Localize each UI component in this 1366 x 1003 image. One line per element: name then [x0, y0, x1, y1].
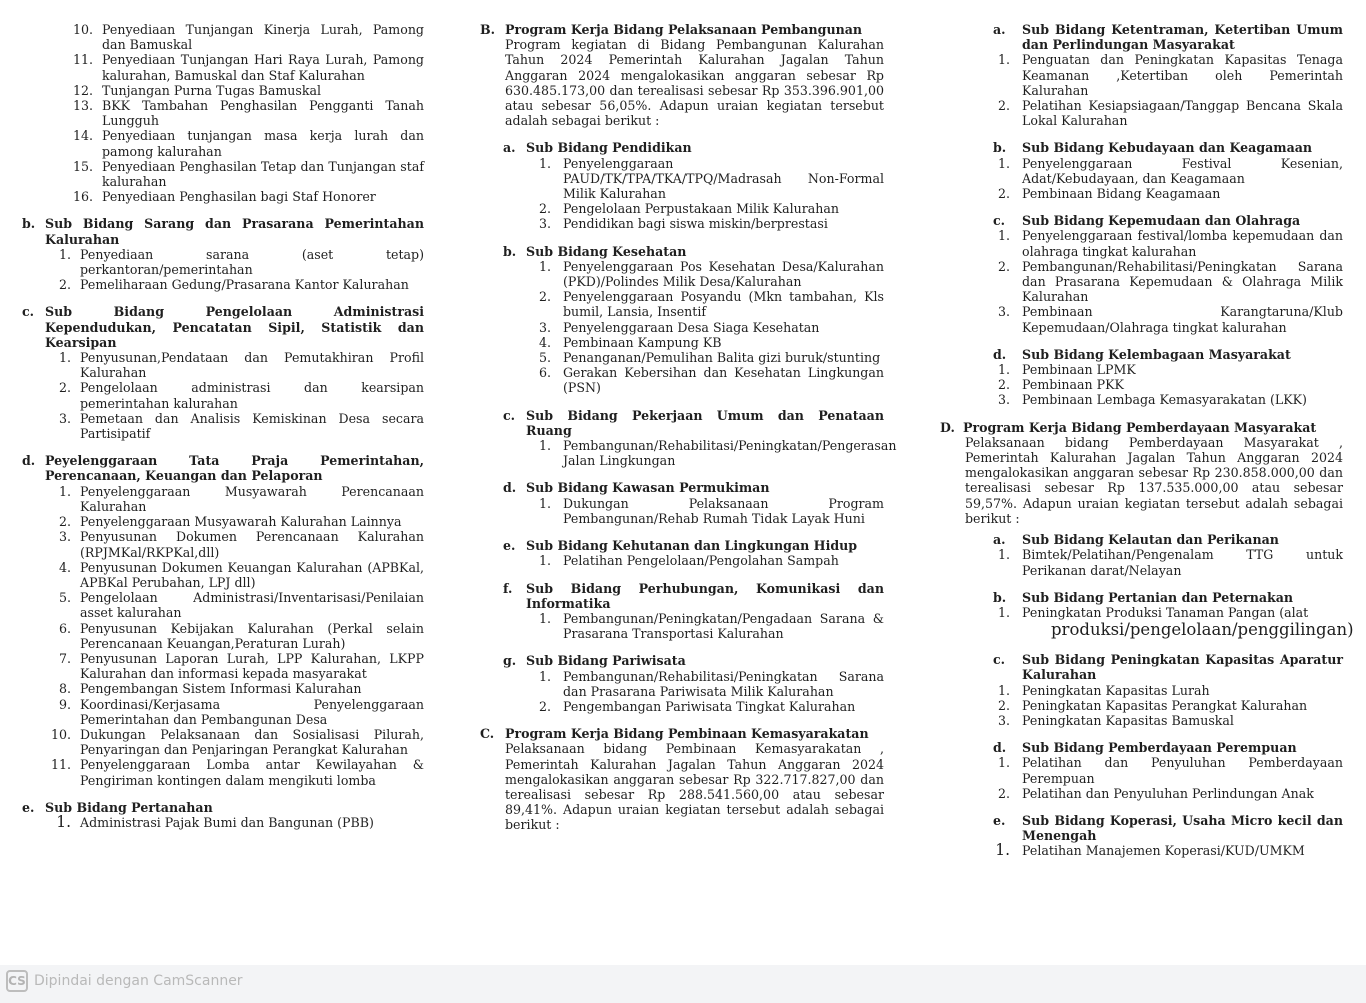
section-list — [940, 362, 1343, 408]
camscanner-logo-icon: CS — [6, 970, 28, 992]
program-paragraph: Pelaksanaan bidang Pemberdayaan Masyarakat , Pemerintah Kalurahan Jagalan Tahun Anggaran 2024 mengalokasikan anggaran sebesar Rp 230.858.000,00 dan terealisasi sebesar Rp 137.535.000,00 atau sebesar 59,57%. Adapun uraian kegiatan tersebut adalah sebagai berikut : — [965, 434, 1343, 526]
list-item: 1. Penyelenggaraan Festival Kesenian, Adat/Kebudayaan, dan Keagamaan — [997, 155, 1343, 186]
section-list — [940, 52, 1343, 128]
list-item-continuation: produksi/pengelolaan/penggilingan) — [1051, 620, 1354, 640]
section-d-kawasan-permukiman — [480, 480, 884, 526]
list-item: 1. Pembangunan/Rehabilitasi/Peningkatan Sarana dan Prasarana Pariwisata Milik Kalurahan — [538, 668, 884, 699]
section-heading: g. Sub Bidang Pariwisata — [503, 653, 686, 669]
section-list — [480, 156, 884, 232]
section-d-kelembagaan — [940, 347, 1343, 408]
list-item: 2. Pelatihan dan Penyuluhan Perlindungan Anak — [997, 785, 1314, 801]
section-b-kesehatan — [480, 244, 884, 396]
program-d — [940, 420, 1343, 526]
column-right — [940, 22, 1354, 871]
list-item: 6. Gerakan Kebersihan dan Kesehatan Lingkungan (PSN) — [538, 365, 884, 396]
section-g-pariwisata — [480, 653, 884, 714]
section-e-kehutanan — [480, 538, 884, 568]
section-heading: c. Sub Bidang Kepemudaan dan Olahraga — [993, 213, 1301, 229]
list-item: 2. Pembangunan/Rehabilitasi/Peningkatan Sarana dan Prasarana Kepemudaan & Olahraga Milik Kalurahan — [997, 258, 1343, 305]
list-item: 10. Dukungan Pelaksanaan dan Sosialisasi Pilurah, Penyaringan dan Penjaringan Perangkat Kalurahan — [50, 726, 424, 758]
list-item: 1. Pembinaan LPMK — [997, 362, 1136, 378]
section-e-koperasi — [940, 813, 1343, 859]
watermark-text: Dipindai dengan CamScanner — [34, 973, 243, 989]
program-heading: D. Program Kerja Bidang Pemberdayaan Masyarakat — [940, 419, 1317, 435]
section-c-pekerjaan-umum — [480, 407, 897, 469]
list-item: 2. Pengembangan Pariwisata Tingkat Kalurahan — [538, 698, 856, 714]
section-heading: c. Sub Bidang Pengelolaan Administrasi Kependudukan, Pencatatan Sipil, Statistik dan Kearsipan — [22, 304, 424, 350]
section-b-pertanian — [940, 589, 1354, 640]
section-list — [480, 553, 884, 568]
list-item: 2. Pelatihan Kesiapsiagaan/Tanggap Bencana Skala Lokal Kalurahan — [997, 98, 1343, 129]
list-item: 2. Penyelenggaraan Musyawarah Kalurahan Lainnya — [58, 514, 402, 530]
list-item: 1. Penguatan dan Peningkatan Kapasitas Tenaga Keamanan ,Ketertiban oleh Pemerintah Kalurahan — [997, 52, 1343, 98]
list-item: 11. Penyelenggaraan Lomba antar Kewilayahan & Pengiriman kontingen dalam mengikuti lomba — [50, 757, 424, 788]
section-list — [22, 350, 424, 441]
list-item: 7. Penyusunan Laporan Lurah, LPP Kalurahan, LKPP Kalurahan dan informasi kepada masyarakat — [58, 650, 424, 682]
list-item: 3. Pemetaan dan Analisis Kemiskinan Desa secara Partisipatif — [58, 410, 424, 442]
section-heading: c. Sub Bidang Peningkatan Kapasitas Aparatur Kalurahan — [993, 652, 1343, 683]
top-list — [22, 22, 424, 204]
list-item: 2. Pembinaan PKK — [997, 377, 1124, 393]
section-heading: a. Sub Bidang Ketentraman, Ketertiban Umum dan Perlindungan Masyarakat — [993, 22, 1343, 53]
camscanner-watermark — [6, 970, 243, 992]
column-middle — [480, 22, 897, 845]
program-b — [480, 22, 884, 128]
section-heading: b. Sub Bidang Kebudayaan dan Keagamaan — [993, 140, 1313, 156]
list-item: 10. Penyediaan Tunjangan Kinerja Lurah, Pamong dan Bamuskal — [72, 22, 424, 53]
list-item: 3. Pembinaan Karangtaruna/Klub Kepemudaan/Olahraga tingkat kalurahan — [997, 304, 1343, 335]
section-d-pemberdayaan-perempuan — [940, 740, 1343, 801]
list-item: 1. Penyelenggaraan PAUD/TK/TPA/TKA/TPQ/Madrasah Non-Formal Milik Kalurahan — [538, 155, 884, 202]
section-list — [940, 605, 1343, 620]
list-item: 9. Koordinasi/Kerjasama Penyelenggaraan Pemerintahan dan Pembangunan Desa — [58, 696, 424, 727]
section-b-kebudayaan — [940, 140, 1343, 201]
section-list — [480, 438, 897, 469]
section-heading: c. Sub Bidang Pekerjaan Umum dan Penataan Ruang — [503, 407, 884, 438]
program-paragraph: Program kegiatan di Bidang Pembangunan Kalurahan Tahun 2024 Pemerintah Kalurahan Jagalan Tahun Anggaran 2024 mengalokasikan anggaran sebesar Rp 630.485.173,00 dan terealisasi sebesar Rp 353.396.901,00 atau sebesar 56,05%. Adapun uraian kegiatan tersebut adalah sebagai berikut : — [505, 37, 884, 129]
section-b-sarana — [22, 216, 424, 292]
list-item: 2. Pengelolaan administrasi dan kearsipan pemerintahan kalurahan — [58, 380, 424, 411]
program-paragraph: Pelaksanaan bidang Pembinaan Kemasyarakatan , Pemerintah Kalurahan Jagalan Tahun Anggaran 2024 mengalokasikan anggaran sebesar Rp 322.717.827,00 dan terealisasi sebesar Rp 288.541.560,00 atau sebesar 89,41%. Adapun uraian kegiatan tersebut adalah sebagai berikut : — [505, 741, 884, 833]
list-item: 14. Penyediaan tunjangan masa kerja lurah dan pamong kalurahan — [72, 128, 424, 159]
list-item: 2. Pembinaan Bidang Keagamaan — [997, 186, 1221, 202]
list-item: 11. Penyediaan Tunjangan Hari Raya Lurah, Pamong kalurahan, Bamuskal dan Staf Kalurahan — [72, 52, 424, 83]
section-heading: a. Sub Bidang Pendidikan — [503, 140, 692, 156]
section-f-perhubungan — [480, 581, 884, 642]
section-heading: d. Sub Bidang Kawasan Permukiman — [503, 480, 770, 496]
section-list — [480, 611, 884, 641]
section-d-tata-praja — [22, 453, 424, 787]
list-item: 3. Pembinaan Lembaga Kemasyarakatan (LKK) — [997, 392, 1307, 408]
section-a-pendidikan — [480, 140, 884, 231]
program-heading: B. Program Kerja Bidang Pelaksanaan Pembangunan — [480, 22, 863, 37]
section-list — [22, 812, 424, 831]
section-heading: e. Sub Bidang Kehutanan dan Lingkungan Hidup — [503, 538, 858, 554]
section-c-kapasitas-aparatur — [940, 652, 1343, 728]
section-c-kependudukan — [22, 304, 424, 441]
list-item: 1. Pembangunan/Rehabilitasi/Peningkatan/Pengerasan Jalan Lingkungan — [538, 438, 897, 469]
list-item: 1. Penyusunan,Pendataan dan Pemutakhiran Profil Kalurahan — [58, 350, 424, 381]
list-item: 1. Administrasi Pajak Bumi dan Bangunan (PBB) — [56, 812, 374, 831]
list-item: 4. Pembinaan Kampung KB — [538, 334, 722, 350]
section-heading: d. Sub Bidang Pemberdayaan Perempuan — [993, 740, 1297, 756]
section-list — [940, 156, 1343, 202]
section-list — [940, 683, 1343, 729]
section-heading: b. Sub Bidang Sarang dan Prasarana Pemerintahan Kalurahan — [22, 216, 424, 247]
section-list — [22, 484, 424, 788]
section-list — [480, 669, 884, 715]
list-item: 2. Pemeliharaan Gedung/Prasarana Kantor Kalurahan — [58, 277, 409, 293]
list-item: 3. Pendidikan bagi siswa miskin/berprestasi — [538, 216, 828, 232]
list-item: 1. Pelatihan Pengelolaan/Pengolahan Sampah — [538, 553, 839, 569]
list-item: 8. Pengembangan Sistem Informasi Kalurahan — [58, 681, 362, 697]
list-item: 1. Peningkatan Produksi Tanaman Pangan (alat — [997, 604, 1309, 620]
list-item: 1. Penyelenggaraan Musyawarah Perencanaan Kalurahan — [58, 483, 424, 514]
list-item: 3. Penyusunan Dokumen Perencanaan Kalurahan (RPJMKal/RKPKal,dll) — [58, 529, 424, 560]
section-list — [940, 547, 1343, 577]
section-heading: d. Peyelenggaraan Tata Praja Pemerintahan, Perencanaan, Keuangan dan Pelaporan — [22, 453, 424, 484]
section-a-ketentraman — [940, 22, 1343, 128]
list-item: 3. Penyelenggaraan Desa Siaga Kesehatan — [538, 319, 820, 335]
list-item: 1. Dukungan Pelaksanaan Program Pembangunan/Rehab Rumah Tidak Layak Huni — [538, 495, 884, 526]
list-item: 1. Penyediaan sarana (aset tetap) perkantoran/pemerintahan — [58, 246, 424, 278]
list-item: 13. BKK Tambahan Penghasilan Pengganti Tanah Lungguh — [72, 98, 424, 129]
section-list — [940, 843, 1343, 858]
section-heading: b. Sub Bidang Pertanian dan Peternakan — [993, 589, 1294, 605]
section-a-kelautan — [940, 532, 1343, 578]
column-left — [22, 22, 424, 842]
list-item: 1. Pelatihan dan Penyuluhan Pemberdayaan Perempuan — [997, 755, 1343, 786]
section-heading: a. Sub Bidang Kelautan dan Perikanan — [993, 532, 1279, 548]
list-item: 2. Penyelenggaraan Posyandu (Mkn tambahan, Kls bumil, Lansia, Insentif — [538, 289, 884, 320]
program-c — [480, 726, 884, 832]
list-item: 1. Pembangunan/Peningkatan/Pengadaan Sarana & Prasarana Transportasi Kalurahan — [538, 610, 884, 642]
list-item: 5. Pengelolaan Administrasi/Inventarisasi/Penilaian asset kalurahan — [58, 590, 424, 621]
list-item: 12. Tunjangan Purna Tugas Bamuskal — [72, 82, 322, 98]
section-heading: b. Sub Bidang Kesehatan — [503, 243, 687, 259]
section-heading: f. Sub Bidang Perhubungan, Komunikasi dan Informatika — [503, 580, 884, 611]
top-list-block — [22, 22, 424, 204]
list-item: 1. Pelatihan Manajemen Koperasi/KUD/UMKM — [995, 841, 1305, 860]
section-list — [940, 755, 1343, 801]
section-list — [480, 496, 884, 526]
list-item: 4. Penyusunan Dokumen Keuangan Kalurahan (APBKal, APBKal Perubahan, LPJ dll) — [58, 559, 424, 590]
list-item: 16. Penyediaan Penghasilan bagi Staf Honorer — [72, 189, 376, 205]
section-c-kepemudaan — [940, 213, 1343, 335]
section-heading: d. Sub Bidang Kelembagaan Masyarakat — [993, 346, 1291, 362]
section-e-pertanahan — [22, 800, 424, 830]
list-item: 3. Peningkatan Kapasitas Bamuskal — [997, 712, 1234, 728]
section-heading: e. Sub Bidang Pertanahan — [22, 799, 213, 815]
list-item: 15. Penyediaan Penghasilan Tetap dan Tunjangan staf kalurahan — [72, 158, 424, 190]
list-item: 2. Peningkatan Kapasitas Perangkat Kalurahan — [997, 697, 1308, 713]
section-heading: e. Sub Bidang Koperasi, Usaha Micro kecil dan Menengah — [993, 812, 1343, 844]
list-item: 1. Penyelenggaraan Pos Kesehatan Desa/Kalurahan (PKD)/Polindes Milik Desa/Kalurahan — [538, 258, 884, 290]
section-list — [22, 247, 424, 293]
list-item: 6. Penyusunan Kebijakan Kalurahan (Perkal selain Perencanaan Keuangan,Peraturan Lurah) — [58, 620, 424, 651]
section-list — [940, 228, 1343, 334]
list-item: 1. Bimtek/Pelatihan/Pengenalam TTG untuk Perikanan darat/Nelayan — [997, 547, 1343, 578]
section-list — [480, 259, 884, 396]
list-item: 2. Pengelolaan Perpustakaan Milik Kalurahan — [538, 201, 840, 217]
program-heading: C. Program Kerja Bidang Pembinaan Kemasyarakatan — [480, 726, 869, 742]
list-item: 1. Peningkatan Kapasitas Lurah — [997, 682, 1210, 698]
list-item: 1. Penyelenggaraan festival/lomba kepemudaan dan olahraga tingkat kalurahan — [997, 228, 1343, 259]
list-item: 5. Penanganan/Pemulihan Balita gizi buruk/stunting — [538, 350, 881, 366]
